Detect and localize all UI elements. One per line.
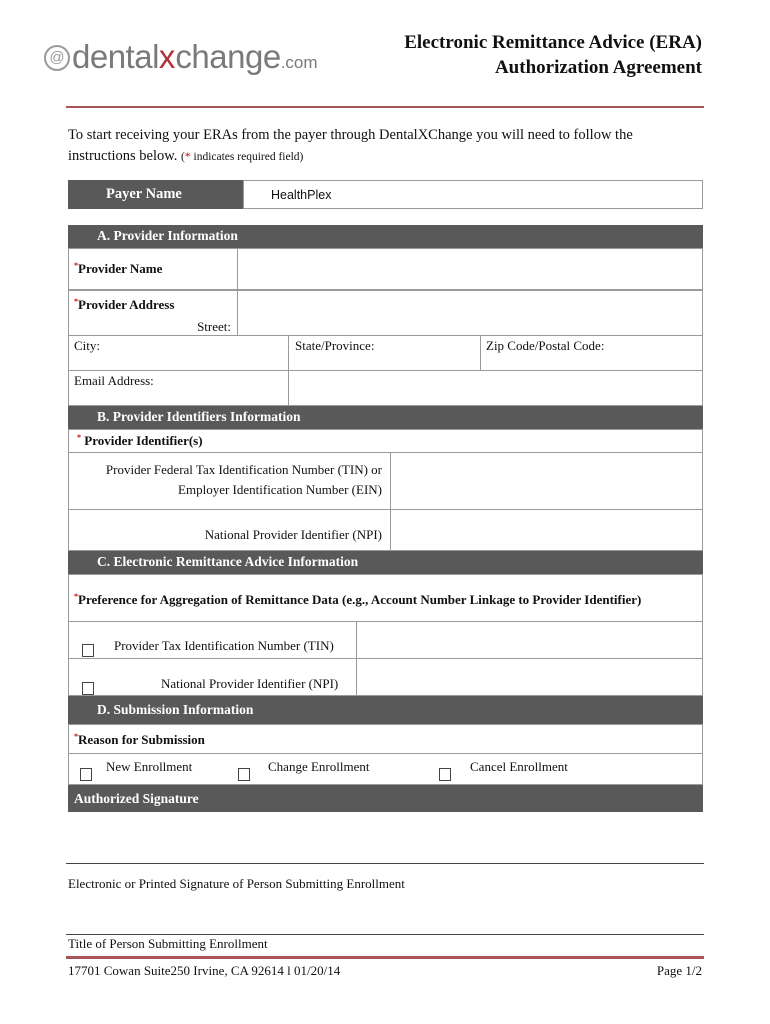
new-enrollment-checkbox[interactable]: [80, 768, 92, 781]
aggregation-preference-label-cell: *Preference for Aggregation of Remittance Data (e.g., Account Number Linkage to Provider Identifier): [68, 574, 703, 622]
option-tin-row: Provider Tax Identification Number (TIN): [68, 621, 357, 659]
option-tin-value-cell: [356, 621, 703, 659]
provider-name-label-cell: *Provider Name: [68, 248, 238, 290]
tin-field[interactable]: [390, 452, 703, 510]
zip-field[interactable]: Zip Code/Postal Code:: [480, 335, 703, 371]
intro-text: To start receiving your ERAs from the payer through DentalXChange you will need to follow the instructions below. (* indicates required field): [68, 127, 633, 164]
tin-label-cell: Provider Federal Tax Identification Number (TIN) or Employer Identification Number (EIN): [68, 452, 391, 510]
signature-line[interactable]: [66, 863, 704, 864]
option-npi-row: National Provider Identifier (NPI): [68, 658, 357, 696]
header-divider: [66, 106, 704, 108]
title-line[interactable]: [66, 934, 704, 935]
document-title: Electronic Remittance Advice (ERA) Authorization Agreement: [404, 32, 702, 78]
street-label: Street:: [197, 319, 231, 334]
option-npi-value-cell: [356, 658, 703, 696]
email-label-cell: Email Address:: [68, 370, 289, 406]
provider-name-field[interactable]: [237, 248, 703, 290]
reason-label-cell: *Reason for Submission: [68, 724, 703, 754]
footer-divider: [66, 956, 704, 959]
required-marker: *: [74, 297, 78, 306]
street-field[interactable]: [237, 290, 703, 336]
change-enrollment-checkbox[interactable]: [238, 768, 250, 781]
payer-name-label: Payer Name: [68, 180, 244, 209]
required-marker: *: [77, 433, 81, 442]
npi-checkbox[interactable]: [82, 682, 94, 695]
section-b-header: B. Provider Identifiers Information: [68, 406, 703, 429]
payer-name-field[interactable]: [243, 180, 703, 209]
provider-address-label-cell: *Provider Address Street:: [68, 290, 238, 336]
payer-name-value: HealthPlex: [271, 188, 332, 202]
npi-field[interactable]: [390, 509, 703, 551]
state-field[interactable]: State/Province:: [288, 335, 481, 371]
title-label: Title of Person Submitting Enrollment: [68, 936, 268, 951]
required-marker: *: [74, 732, 78, 741]
authorized-signature-header: Authorized Signature: [68, 785, 703, 812]
page-number: Page 1/2: [656, 963, 702, 978]
provider-identifiers-label-cell: * Provider Identifier(s): [68, 429, 703, 453]
footer-address: 17701 Cowan Suite250 Irvine, CA 92614 l 01/20/14: [68, 963, 341, 978]
required-marker: *: [74, 261, 78, 270]
npi-label-cell: National Provider Identifier (NPI): [68, 509, 391, 551]
tin-checkbox[interactable]: [82, 644, 94, 657]
email-field[interactable]: [288, 370, 703, 406]
section-c-header: C. Electronic Remittance Advice Information: [68, 551, 703, 574]
dentalxchange-logo: @ dentalxchange.com: [44, 38, 318, 76]
signature-label: Electronic or Printed Signature of Person Submitting Enrollment: [68, 876, 405, 891]
section-a-header: A. Provider Information: [68, 225, 703, 248]
at-sign-icon: @: [44, 45, 70, 71]
required-marker: *: [74, 592, 78, 601]
city-field[interactable]: City:: [68, 335, 289, 371]
cancel-enrollment-checkbox[interactable]: [439, 768, 451, 781]
submission-options-row: New Enrollment Change Enrollment Cancel Enrollment: [68, 753, 703, 785]
section-d-header: D. Submission Information: [68, 696, 703, 724]
